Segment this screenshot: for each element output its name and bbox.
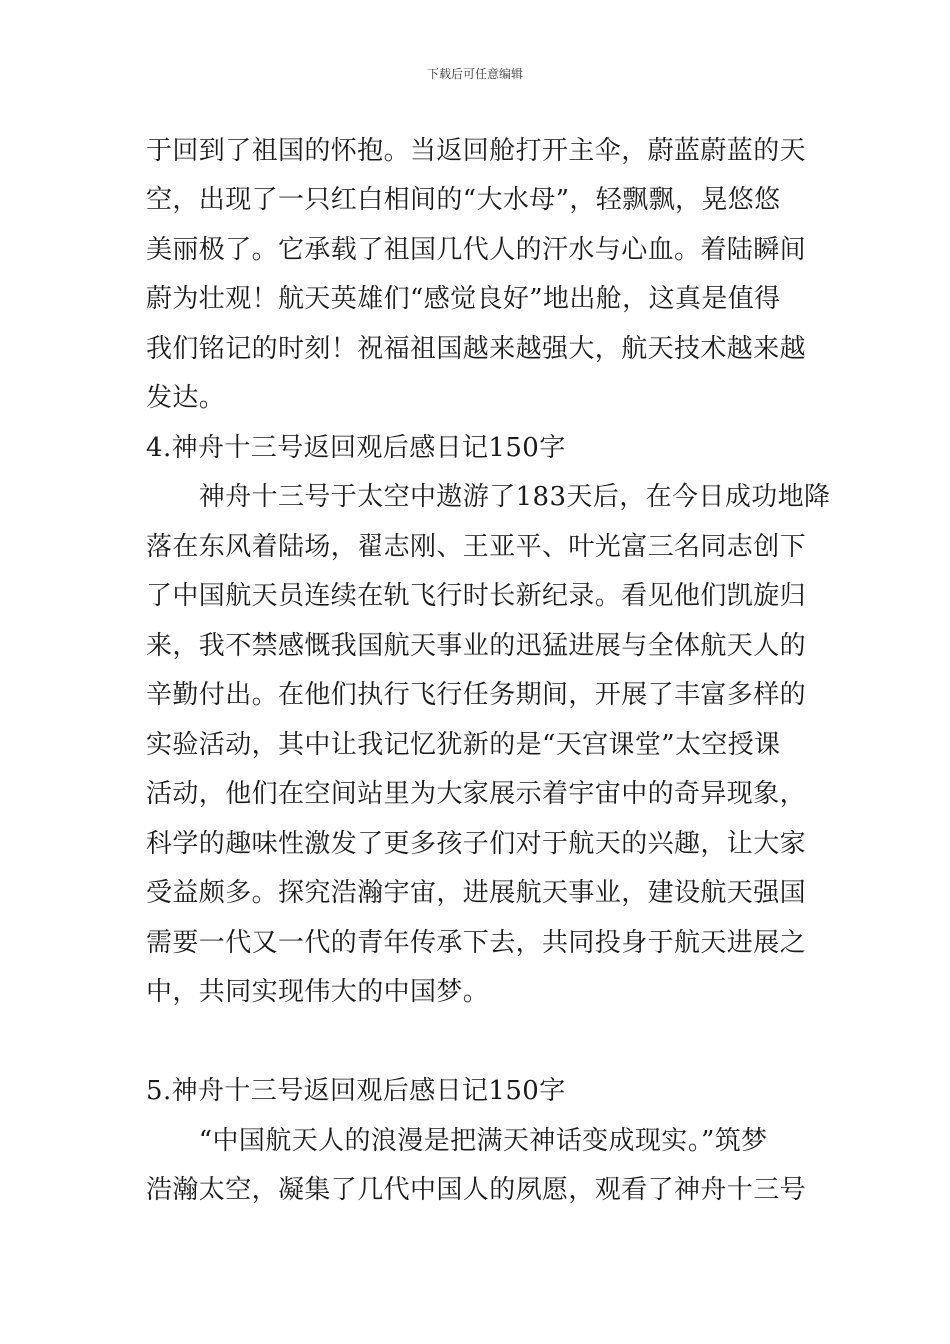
text-line: 空，出现了一只红白相间的“大水母”，轻飘飘，晃悠悠: [146, 185, 781, 215]
text-line: 浩瀚太空，凝集了几代中国人的夙愿，观看了神舟十三号: [146, 1175, 807, 1205]
text-line: 神舟十三号于太空中遨游了183天后，在今日成功地降: [146, 482, 831, 512]
text-line: 于回到了祖国的怀抱。当返回舱打开主伞，蔚蓝蔚蓝的天: [146, 136, 807, 166]
text-line: 我们铭记的时刻！祝福祖国越来越强大，航天技术越来越: [146, 334, 807, 364]
text-line: 活动，他们在空间站里为大家展示着宇宙中的奇异现象，: [146, 779, 807, 809]
text-line: 来，我不禁感慨我国航天事业的迅猛进展与全体航天人的: [146, 631, 807, 661]
text-line: 实验活动，其中让我记忆犹新的是“天宫课堂”太空授课: [146, 730, 781, 760]
text-line: 美丽极了。它承载了祖国几代人的汗水与心血。着陆瞬间: [146, 235, 807, 265]
text-line: 发达。: [146, 383, 226, 413]
text-line: 了中国航天员连续在轨飞行时长新纪录。看见他们凯旋归: [146, 581, 807, 611]
text-line: 中，共同实现伟大的中国梦。: [146, 977, 490, 1007]
page-header: 下载后可任意编辑: [426, 67, 523, 81]
section-heading: 5.神舟十三号返回观后感日记150字: [146, 1076, 566, 1106]
text-line: 辛勤付出。在他们执行飞行任务期间，开展了丰富多样的: [146, 680, 807, 710]
text-line: 落在东风着陆场，翟志刚、王亚平、叶光富三名同志创下: [146, 532, 807, 562]
text-line: 科学的趣味性激发了更多孩子们对于航天的兴趣，让大家: [146, 829, 807, 859]
text-line: “中国航天人的浪漫是把满天神话变成现实。”筑梦: [146, 1126, 768, 1156]
text-line: 蔚为壮观！航天英雄们“感觉良好”地出舱，这真是值得: [146, 284, 781, 314]
text-line: 需要一代又一代的青年传承下去，共同投身于航天进展之: [146, 928, 807, 958]
text-line: 受益颇多。探究浩瀚宇宙，进展航天事业，建设航天强国: [146, 878, 807, 908]
section-heading: 4.神舟十三号返回观后感日记150字: [146, 433, 566, 463]
